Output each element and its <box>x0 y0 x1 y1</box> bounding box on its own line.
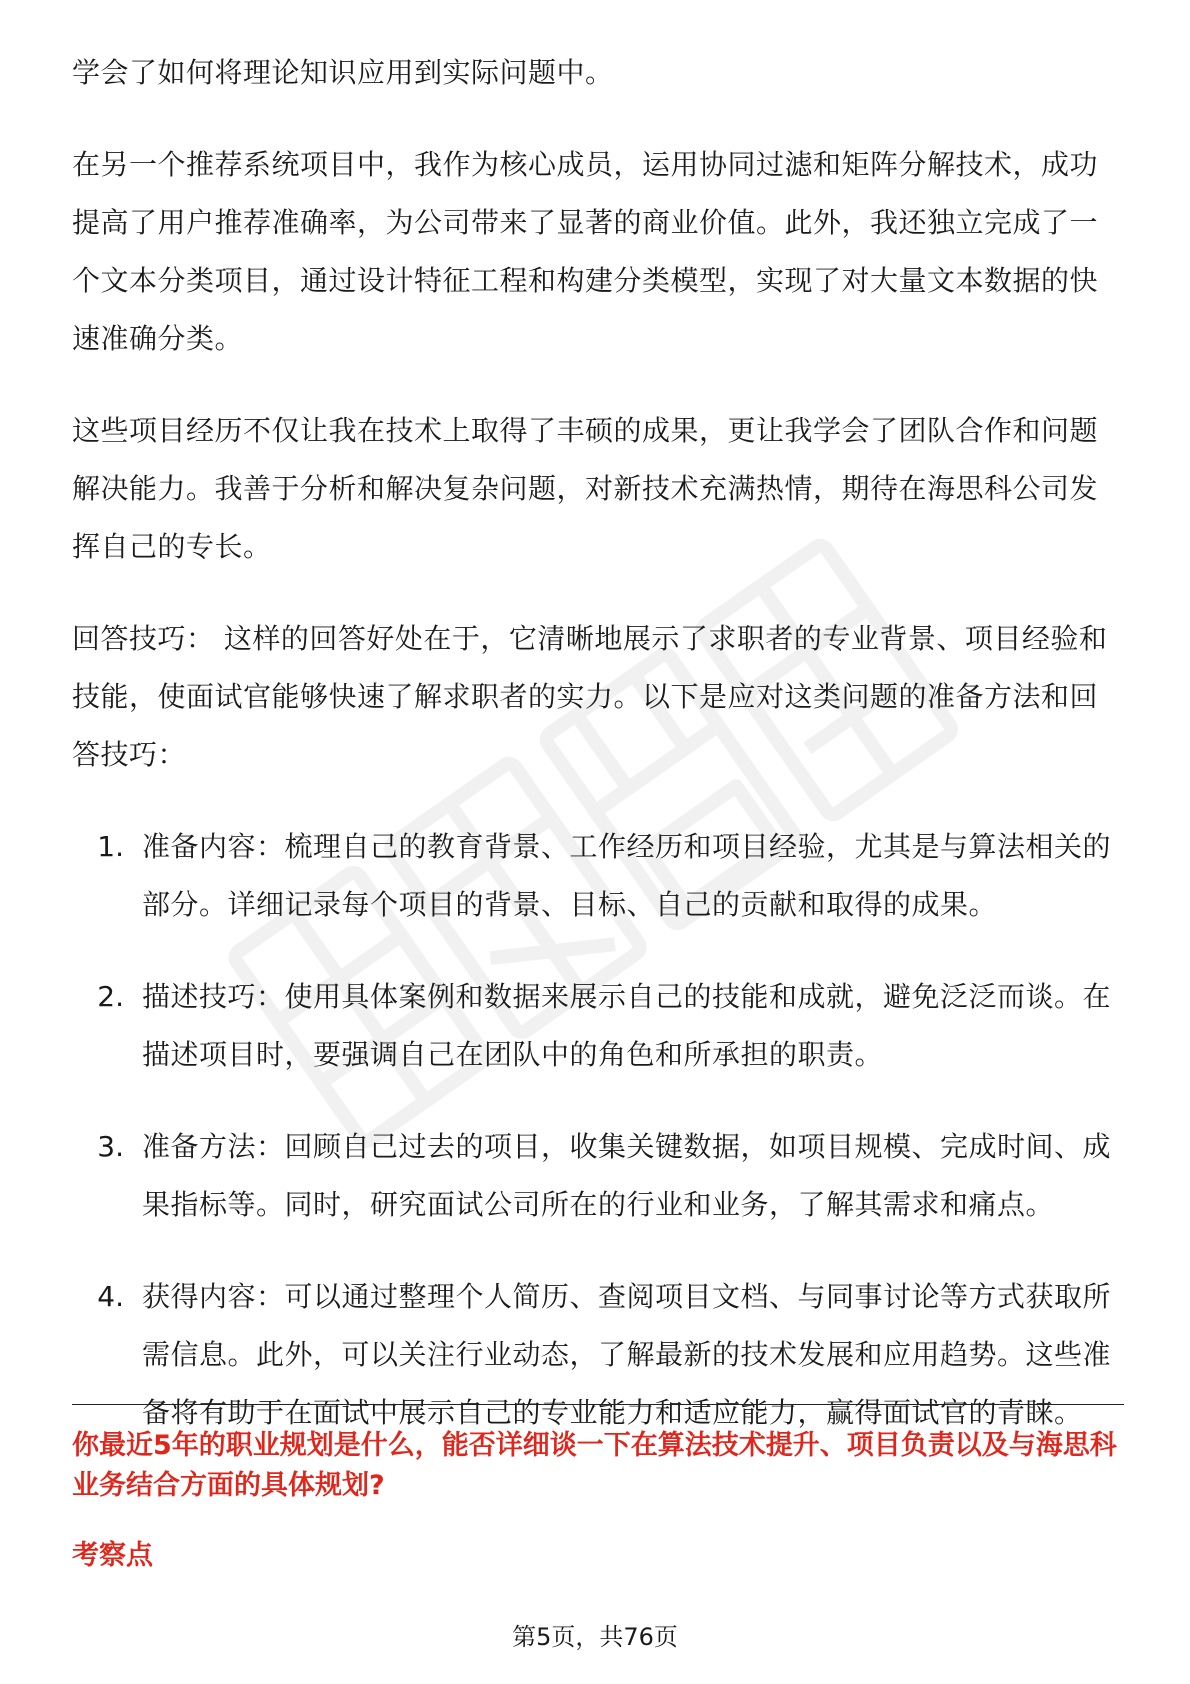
list-item <box>72 1268 1122 1442</box>
list-text: 获得内容：可以通过整理个人简历、查阅项目文档、与同事讨论等方式获取所需信息。此外，可以关注行业动态，了解最新的技术发展和应用趋势。这些准备将有助于在面试中展示自己的专业能力和适应能力，赢得面试官的青睐。 <box>142 1280 1112 1429</box>
list-text: 描述技巧：使用具体案例和数据来展示自己的技能和成就，避免泛泛而谈。在描述项目时，要强调自己在团队中的角色和所承担的职责。 <box>142 980 1112 1071</box>
interview-question: 你最近5年的职业规划是什么，能否详细谈一下在算法技术提升、项目负责以及与海思科业务结合方面的具体规划? <box>72 1430 1117 1501</box>
list-text: 准备内容：梳理自己的教育背景、工作经历和项目经验，尤其是与算法相关的部分。详细记录每个项目的背景、目标、自己的贡献和取得的成果。 <box>142 830 1112 921</box>
paragraph-recommendation-project: 在另一个推荐系统项目中，我作为核心成员，运用协同过滤和矩阵分解技术，成功提高了用户推荐准确率，为公司带来了显著的商业价值。此外，我还独立完成了一个文本分类项目，通过设计特征工程和构建分类模型，实现了对大量文本数据的快速准确分类。 <box>72 148 1099 355</box>
list-item <box>72 818 1122 934</box>
list-number: 4. <box>97 1280 124 1313</box>
section-divider <box>72 1404 1124 1405</box>
list-item <box>72 968 1122 1084</box>
tips-list <box>72 818 1122 1442</box>
list-number: 3. <box>97 1130 124 1163</box>
list-number: 2. <box>97 980 124 1013</box>
list-text: 准备方法：回顾自己过去的项目，收集关键数据，如项目规模、完成时间、成果指标等。同时，研究面试公司所在的行业和业务，了解其需求和痛点。 <box>142 1130 1112 1221</box>
page-number: 第5页，共76页 <box>512 1623 678 1651</box>
focus-label: 考察点 <box>72 1540 153 1571</box>
paragraph-answer-tips: 回答技巧： 这样的回答好处在于，它清晰地展示了求职者的专业背景、项目经验和技能，使面试官能够快速了解求职者的实力。以下是应对这类问题的准备方法和回答技巧： <box>72 622 1108 771</box>
list-number: 1. <box>97 830 124 863</box>
main-content <box>72 44 1122 1476</box>
paragraph-project-summary: 这些项目经历不仅让我在技术上取得了丰硕的成果，更让我学会了团队合作和问题解决能力。我善于分析和解决复杂问题，对新技术充满热情，期待在海思科公司发挥自己的专长。 <box>72 414 1099 563</box>
list-item <box>72 1118 1122 1234</box>
paragraph-continuation: 学会了如何将理论知识应用到实际问题中。 <box>72 56 614 89</box>
